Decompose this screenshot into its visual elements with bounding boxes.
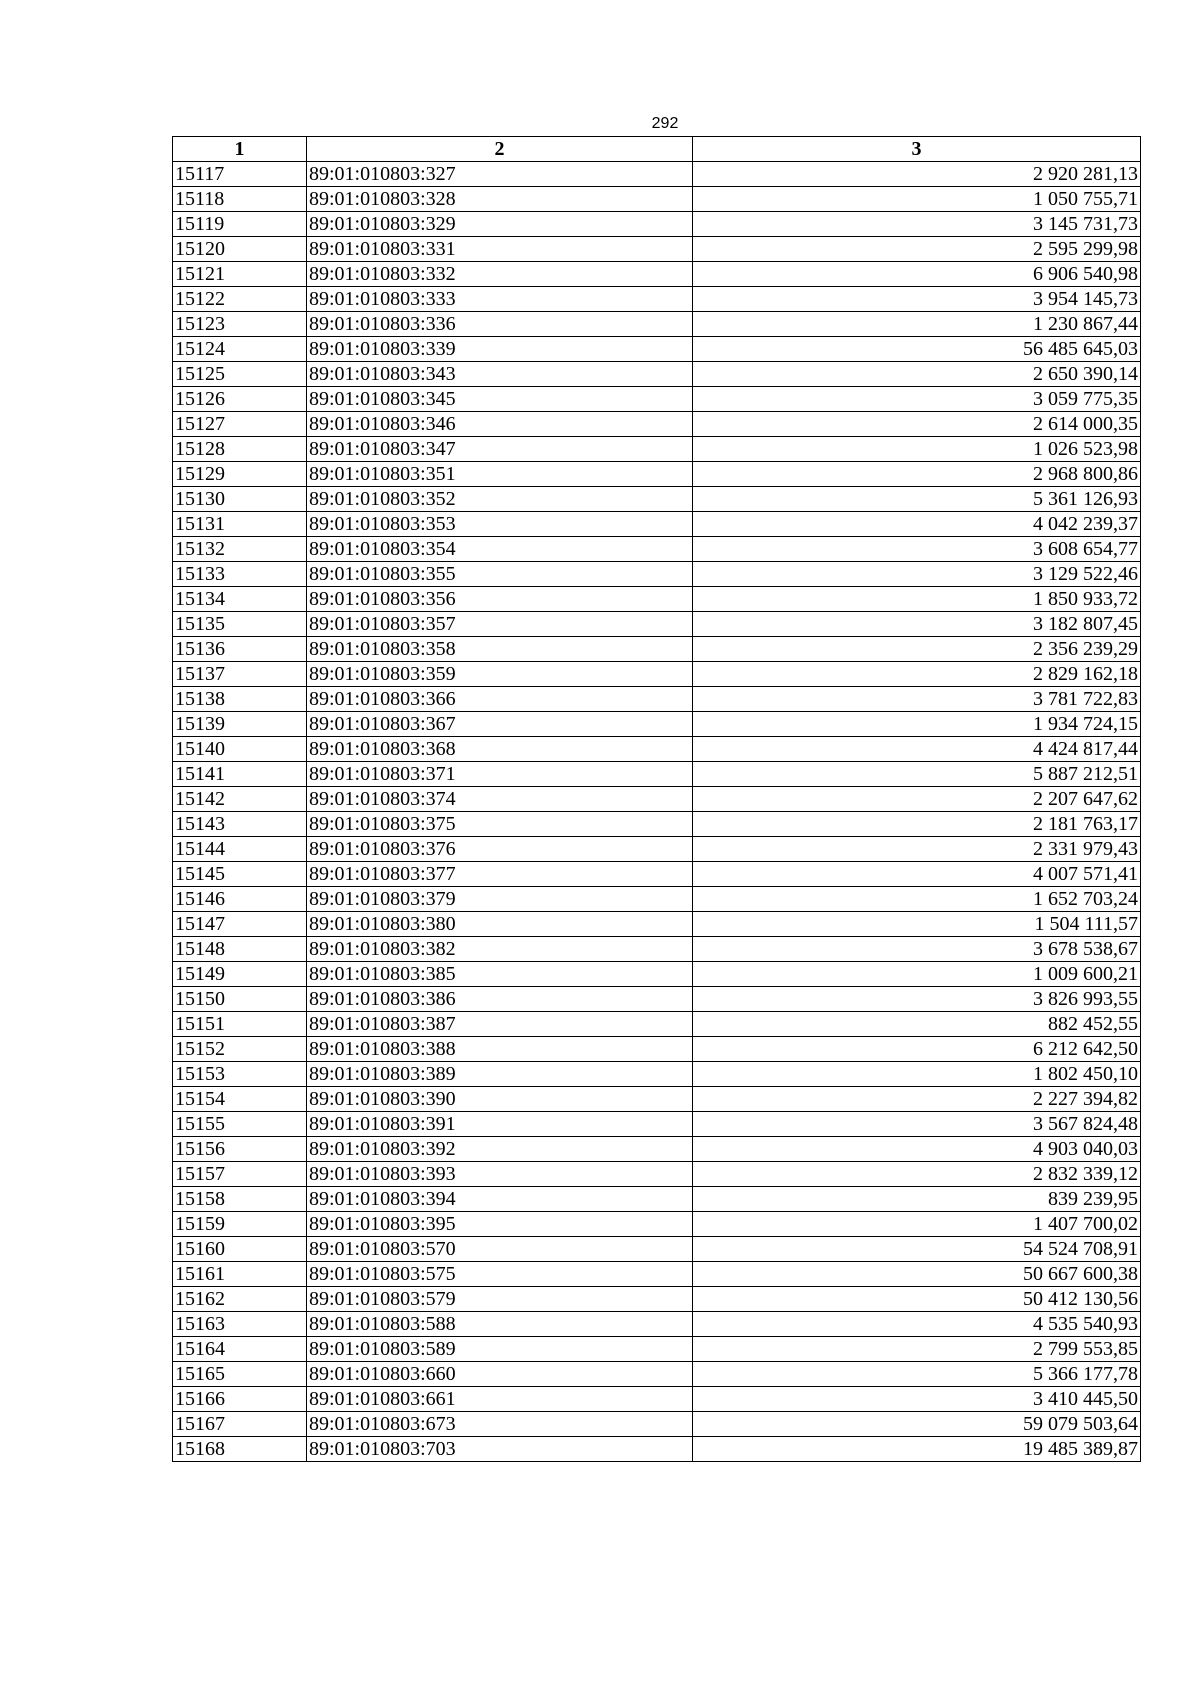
cadastral-number-cell: 89:01:010803:328 bbox=[307, 187, 693, 212]
cadastral-number-cell: 89:01:010803:389 bbox=[307, 1062, 693, 1087]
cadastral-number-cell: 89:01:010803:331 bbox=[307, 237, 693, 262]
cadastral-number-cell: 89:01:010803:575 bbox=[307, 1262, 693, 1287]
row-number-cell: 15146 bbox=[173, 887, 307, 912]
table-body bbox=[173, 162, 1141, 1462]
cadastral-value-cell: 6 212 642,50 bbox=[693, 1037, 1141, 1062]
table-row bbox=[173, 787, 1141, 812]
cadastral-value-cell: 2 829 162,18 bbox=[693, 662, 1141, 687]
table-row bbox=[173, 912, 1141, 937]
cadastral-value-cell: 3 954 145,73 bbox=[693, 287, 1141, 312]
cadastral-value-cell: 5 361 126,93 bbox=[693, 487, 1141, 512]
cadastral-value-cell: 2 968 800,86 bbox=[693, 462, 1141, 487]
cadastral-number-cell: 89:01:010803:355 bbox=[307, 562, 693, 587]
row-number-cell: 15135 bbox=[173, 612, 307, 637]
table-row bbox=[173, 387, 1141, 412]
row-number-cell: 15141 bbox=[173, 762, 307, 787]
row-number-cell: 15119 bbox=[173, 212, 307, 237]
cadastral-number-cell: 89:01:010803:327 bbox=[307, 162, 693, 187]
cadastral-value-cell: 3 608 654,77 bbox=[693, 537, 1141, 562]
cadastral-number-cell: 89:01:010803:703 bbox=[307, 1437, 693, 1462]
row-number-cell: 15147 bbox=[173, 912, 307, 937]
cadastral-value-cell: 2 181 763,17 bbox=[693, 812, 1141, 837]
cadastral-value-cell: 4 007 571,41 bbox=[693, 862, 1141, 887]
row-number-cell: 15134 bbox=[173, 587, 307, 612]
cadastral-number-cell: 89:01:010803:379 bbox=[307, 887, 693, 912]
table-row bbox=[173, 337, 1141, 362]
table-row bbox=[173, 1362, 1141, 1387]
table-row bbox=[173, 637, 1141, 662]
cadastral-number-cell: 89:01:010803:329 bbox=[307, 212, 693, 237]
row-number-cell: 15168 bbox=[173, 1437, 307, 1462]
cadastral-value-cell: 1 230 867,44 bbox=[693, 312, 1141, 337]
cadastral-number-cell: 89:01:010803:366 bbox=[307, 687, 693, 712]
row-number-cell: 15128 bbox=[173, 437, 307, 462]
cadastral-number-cell: 89:01:010803:354 bbox=[307, 537, 693, 562]
cadastral-value-cell: 54 524 708,91 bbox=[693, 1237, 1141, 1262]
table-row bbox=[173, 537, 1141, 562]
row-number-cell: 15156 bbox=[173, 1137, 307, 1162]
table-row bbox=[173, 487, 1141, 512]
row-number-cell: 15151 bbox=[173, 1012, 307, 1037]
cadastral-value-cell: 1 652 703,24 bbox=[693, 887, 1141, 912]
table-row bbox=[173, 187, 1141, 212]
cadastral-value-cell: 4 903 040,03 bbox=[693, 1137, 1141, 1162]
cadastral-number-cell: 89:01:010803:347 bbox=[307, 437, 693, 462]
row-number-cell: 15165 bbox=[173, 1362, 307, 1387]
table-row bbox=[173, 462, 1141, 487]
table-row bbox=[173, 1087, 1141, 1112]
table-row bbox=[173, 1212, 1141, 1237]
table-row bbox=[173, 837, 1141, 862]
row-number-cell: 15131 bbox=[173, 512, 307, 537]
row-number-cell: 15145 bbox=[173, 862, 307, 887]
row-number-cell: 15143 bbox=[173, 812, 307, 837]
cadastral-value-cell: 56 485 645,03 bbox=[693, 337, 1141, 362]
cadastral-value-cell: 3 059 775,35 bbox=[693, 387, 1141, 412]
cadastral-value-cell: 50 412 130,56 bbox=[693, 1287, 1141, 1312]
cadastral-number-cell: 89:01:010803:570 bbox=[307, 1237, 693, 1262]
cadastral-number-cell: 89:01:010803:393 bbox=[307, 1162, 693, 1187]
table-row bbox=[173, 887, 1141, 912]
cadastral-number-cell: 89:01:010803:386 bbox=[307, 987, 693, 1012]
cadastral-value-cell: 3 129 522,46 bbox=[693, 562, 1141, 587]
cadastral-number-cell: 89:01:010803:374 bbox=[307, 787, 693, 812]
cadastral-number-cell: 89:01:010803:395 bbox=[307, 1212, 693, 1237]
cadastral-number-cell: 89:01:010803:390 bbox=[307, 1087, 693, 1112]
row-number-cell: 15152 bbox=[173, 1037, 307, 1062]
row-number-cell: 15162 bbox=[173, 1287, 307, 1312]
row-number-cell: 15136 bbox=[173, 637, 307, 662]
cadastral-value-cell: 1 050 755,71 bbox=[693, 187, 1141, 212]
cadastral-number-cell: 89:01:010803:673 bbox=[307, 1412, 693, 1437]
cadastral-value-table bbox=[172, 136, 1141, 1462]
row-number-cell: 15139 bbox=[173, 712, 307, 737]
table-row bbox=[173, 1312, 1141, 1337]
cadastral-value-cell: 4 042 239,37 bbox=[693, 512, 1141, 537]
table-row bbox=[173, 1012, 1141, 1037]
cadastral-value-cell: 1 850 933,72 bbox=[693, 587, 1141, 612]
cadastral-value-cell: 1 934 724,15 bbox=[693, 712, 1141, 737]
row-number-cell: 15155 bbox=[173, 1112, 307, 1137]
cadastral-number-cell: 89:01:010803:588 bbox=[307, 1312, 693, 1337]
cadastral-value-cell: 3 145 731,73 bbox=[693, 212, 1141, 237]
cadastral-number-cell: 89:01:010803:356 bbox=[307, 587, 693, 612]
table-row bbox=[173, 612, 1141, 637]
row-number-cell: 15127 bbox=[173, 412, 307, 437]
table-row bbox=[173, 762, 1141, 787]
cadastral-value-cell: 4 535 540,93 bbox=[693, 1312, 1141, 1337]
table-row bbox=[173, 1062, 1141, 1087]
table-row bbox=[173, 237, 1141, 262]
row-number-cell: 15121 bbox=[173, 262, 307, 287]
page-number: 292 bbox=[651, 115, 679, 132]
row-number-cell: 15160 bbox=[173, 1237, 307, 1262]
column-header-3: 3 bbox=[693, 137, 1141, 162]
row-number-cell: 15129 bbox=[173, 462, 307, 487]
cadastral-value-cell: 882 452,55 bbox=[693, 1012, 1141, 1037]
cadastral-value-cell: 59 079 503,64 bbox=[693, 1412, 1141, 1437]
cadastral-number-cell: 89:01:010803:375 bbox=[307, 812, 693, 837]
cadastral-number-cell: 89:01:010803:392 bbox=[307, 1137, 693, 1162]
cadastral-number-cell: 89:01:010803:345 bbox=[307, 387, 693, 412]
row-number-cell: 15148 bbox=[173, 937, 307, 962]
cadastral-number-cell: 89:01:010803:660 bbox=[307, 1362, 693, 1387]
table-row bbox=[173, 437, 1141, 462]
table-row bbox=[173, 662, 1141, 687]
table-row bbox=[173, 1237, 1141, 1262]
row-number-cell: 15150 bbox=[173, 987, 307, 1012]
cadastral-value-cell: 2 614 000,35 bbox=[693, 412, 1141, 437]
column-header-2: 2 bbox=[307, 137, 693, 162]
cadastral-value-cell: 2 331 979,43 bbox=[693, 837, 1141, 862]
table-row bbox=[173, 1037, 1141, 1062]
table-row bbox=[173, 1262, 1141, 1287]
table-row bbox=[173, 562, 1141, 587]
cadastral-value-cell: 2 595 299,98 bbox=[693, 237, 1141, 262]
cadastral-number-cell: 89:01:010803:380 bbox=[307, 912, 693, 937]
table-row bbox=[173, 987, 1141, 1012]
row-number-cell: 15157 bbox=[173, 1162, 307, 1187]
cadastral-number-cell: 89:01:010803:368 bbox=[307, 737, 693, 762]
cadastral-number-cell: 89:01:010803:343 bbox=[307, 362, 693, 387]
cadastral-value-cell: 4 424 817,44 bbox=[693, 737, 1141, 762]
cadastral-number-cell: 89:01:010803:391 bbox=[307, 1112, 693, 1137]
row-number-cell: 15167 bbox=[173, 1412, 307, 1437]
row-number-cell: 15158 bbox=[173, 1187, 307, 1212]
row-number-cell: 15144 bbox=[173, 837, 307, 862]
cadastral-number-cell: 89:01:010803:339 bbox=[307, 337, 693, 362]
cadastral-number-cell: 89:01:010803:336 bbox=[307, 312, 693, 337]
table-row bbox=[173, 1137, 1141, 1162]
row-number-cell: 15142 bbox=[173, 787, 307, 812]
row-number-cell: 15163 bbox=[173, 1312, 307, 1337]
cadastral-value-cell: 2 207 647,62 bbox=[693, 787, 1141, 812]
cadastral-number-cell: 89:01:010803:333 bbox=[307, 287, 693, 312]
row-number-cell: 15117 bbox=[173, 162, 307, 187]
cadastral-value-cell: 50 667 600,38 bbox=[693, 1262, 1141, 1287]
table-row bbox=[173, 1337, 1141, 1362]
table-row bbox=[173, 1162, 1141, 1187]
column-header-1: 1 bbox=[173, 137, 307, 162]
cadastral-number-cell: 89:01:010803:382 bbox=[307, 937, 693, 962]
cadastral-number-cell: 89:01:010803:376 bbox=[307, 837, 693, 862]
table-row bbox=[173, 1287, 1141, 1312]
table-row bbox=[173, 312, 1141, 337]
cadastral-value-cell: 2 356 239,29 bbox=[693, 637, 1141, 662]
cadastral-number-cell: 89:01:010803:385 bbox=[307, 962, 693, 987]
cadastral-number-cell: 89:01:010803:332 bbox=[307, 262, 693, 287]
row-number-cell: 15138 bbox=[173, 687, 307, 712]
cadastral-number-cell: 89:01:010803:387 bbox=[307, 1012, 693, 1037]
table-row bbox=[173, 862, 1141, 887]
table-row bbox=[173, 737, 1141, 762]
cadastral-value-cell: 1 026 523,98 bbox=[693, 437, 1141, 462]
table-row bbox=[173, 812, 1141, 837]
row-number-cell: 15166 bbox=[173, 1387, 307, 1412]
table-row bbox=[173, 262, 1141, 287]
cadastral-number-cell: 89:01:010803:394 bbox=[307, 1187, 693, 1212]
table-row bbox=[173, 212, 1141, 237]
cadastral-number-cell: 89:01:010803:351 bbox=[307, 462, 693, 487]
cadastral-value-cell: 5 887 212,51 bbox=[693, 762, 1141, 787]
cadastral-number-cell: 89:01:010803:367 bbox=[307, 712, 693, 737]
cadastral-value-cell: 1 504 111,57 bbox=[693, 912, 1141, 937]
cadastral-value-cell: 2 227 394,82 bbox=[693, 1087, 1141, 1112]
cadastral-value-cell: 839 239,95 bbox=[693, 1187, 1141, 1212]
row-number-cell: 15118 bbox=[173, 187, 307, 212]
row-number-cell: 15149 bbox=[173, 962, 307, 987]
table-row bbox=[173, 1187, 1141, 1212]
table-row bbox=[173, 287, 1141, 312]
row-number-cell: 15132 bbox=[173, 537, 307, 562]
cadastral-value-cell: 19 485 389,87 bbox=[693, 1437, 1141, 1462]
row-number-cell: 15164 bbox=[173, 1337, 307, 1362]
row-number-cell: 15123 bbox=[173, 312, 307, 337]
cadastral-value-cell: 6 906 540,98 bbox=[693, 262, 1141, 287]
cadastral-number-cell: 89:01:010803:357 bbox=[307, 612, 693, 637]
cadastral-value-cell: 1 407 700,02 bbox=[693, 1212, 1141, 1237]
table-row bbox=[173, 1112, 1141, 1137]
cadastral-value-cell: 1 009 600,21 bbox=[693, 962, 1141, 987]
cadastral-value-cell: 2 799 553,85 bbox=[693, 1337, 1141, 1362]
row-number-cell: 15137 bbox=[173, 662, 307, 687]
cadastral-number-cell: 89:01:010803:359 bbox=[307, 662, 693, 687]
table-row bbox=[173, 1437, 1141, 1462]
row-number-cell: 15122 bbox=[173, 287, 307, 312]
cadastral-value-cell: 2 832 339,12 bbox=[693, 1162, 1141, 1187]
table-header-row bbox=[173, 137, 1141, 162]
row-number-cell: 15159 bbox=[173, 1212, 307, 1237]
row-number-cell: 15120 bbox=[173, 237, 307, 262]
cadastral-number-cell: 89:01:010803:371 bbox=[307, 762, 693, 787]
table-row bbox=[173, 162, 1141, 187]
table-row bbox=[173, 587, 1141, 612]
row-number-cell: 15140 bbox=[173, 737, 307, 762]
cadastral-number-cell: 89:01:010803:352 bbox=[307, 487, 693, 512]
cadastral-value-cell: 1 802 450,10 bbox=[693, 1062, 1141, 1087]
cadastral-number-cell: 89:01:010803:353 bbox=[307, 512, 693, 537]
cadastral-number-cell: 89:01:010803:579 bbox=[307, 1287, 693, 1312]
cadastral-number-cell: 89:01:010803:388 bbox=[307, 1037, 693, 1062]
table-row bbox=[173, 362, 1141, 387]
cadastral-number-cell: 89:01:010803:589 bbox=[307, 1337, 693, 1362]
table-row bbox=[173, 962, 1141, 987]
cadastral-value-cell: 3 567 824,48 bbox=[693, 1112, 1141, 1137]
cadastral-value-cell: 3 781 722,83 bbox=[693, 687, 1141, 712]
cadastral-value-cell: 3 826 993,55 bbox=[693, 987, 1141, 1012]
row-number-cell: 15154 bbox=[173, 1087, 307, 1112]
row-number-cell: 15133 bbox=[173, 562, 307, 587]
cadastral-value-cell: 2 650 390,14 bbox=[693, 362, 1141, 387]
cadastral-number-cell: 89:01:010803:661 bbox=[307, 1387, 693, 1412]
table-row bbox=[173, 1412, 1141, 1437]
table-row bbox=[173, 687, 1141, 712]
table-row bbox=[173, 1387, 1141, 1412]
row-number-cell: 15161 bbox=[173, 1262, 307, 1287]
row-number-cell: 15153 bbox=[173, 1062, 307, 1087]
cadastral-value-cell: 2 920 281,13 bbox=[693, 162, 1141, 187]
row-number-cell: 15126 bbox=[173, 387, 307, 412]
table-row bbox=[173, 937, 1141, 962]
cadastral-number-cell: 89:01:010803:346 bbox=[307, 412, 693, 437]
cadastral-value-cell: 3 678 538,67 bbox=[693, 937, 1141, 962]
table-row bbox=[173, 712, 1141, 737]
cadastral-value-cell: 5 366 177,78 bbox=[693, 1362, 1141, 1387]
cadastral-number-cell: 89:01:010803:358 bbox=[307, 637, 693, 662]
row-number-cell: 15130 bbox=[173, 487, 307, 512]
cadastral-value-cell: 3 182 807,45 bbox=[693, 612, 1141, 637]
cadastral-value-cell: 3 410 445,50 bbox=[693, 1387, 1141, 1412]
row-number-cell: 15125 bbox=[173, 362, 307, 387]
row-number-cell: 15124 bbox=[173, 337, 307, 362]
table-row bbox=[173, 512, 1141, 537]
cadastral-number-cell: 89:01:010803:377 bbox=[307, 862, 693, 887]
table-row bbox=[173, 412, 1141, 437]
